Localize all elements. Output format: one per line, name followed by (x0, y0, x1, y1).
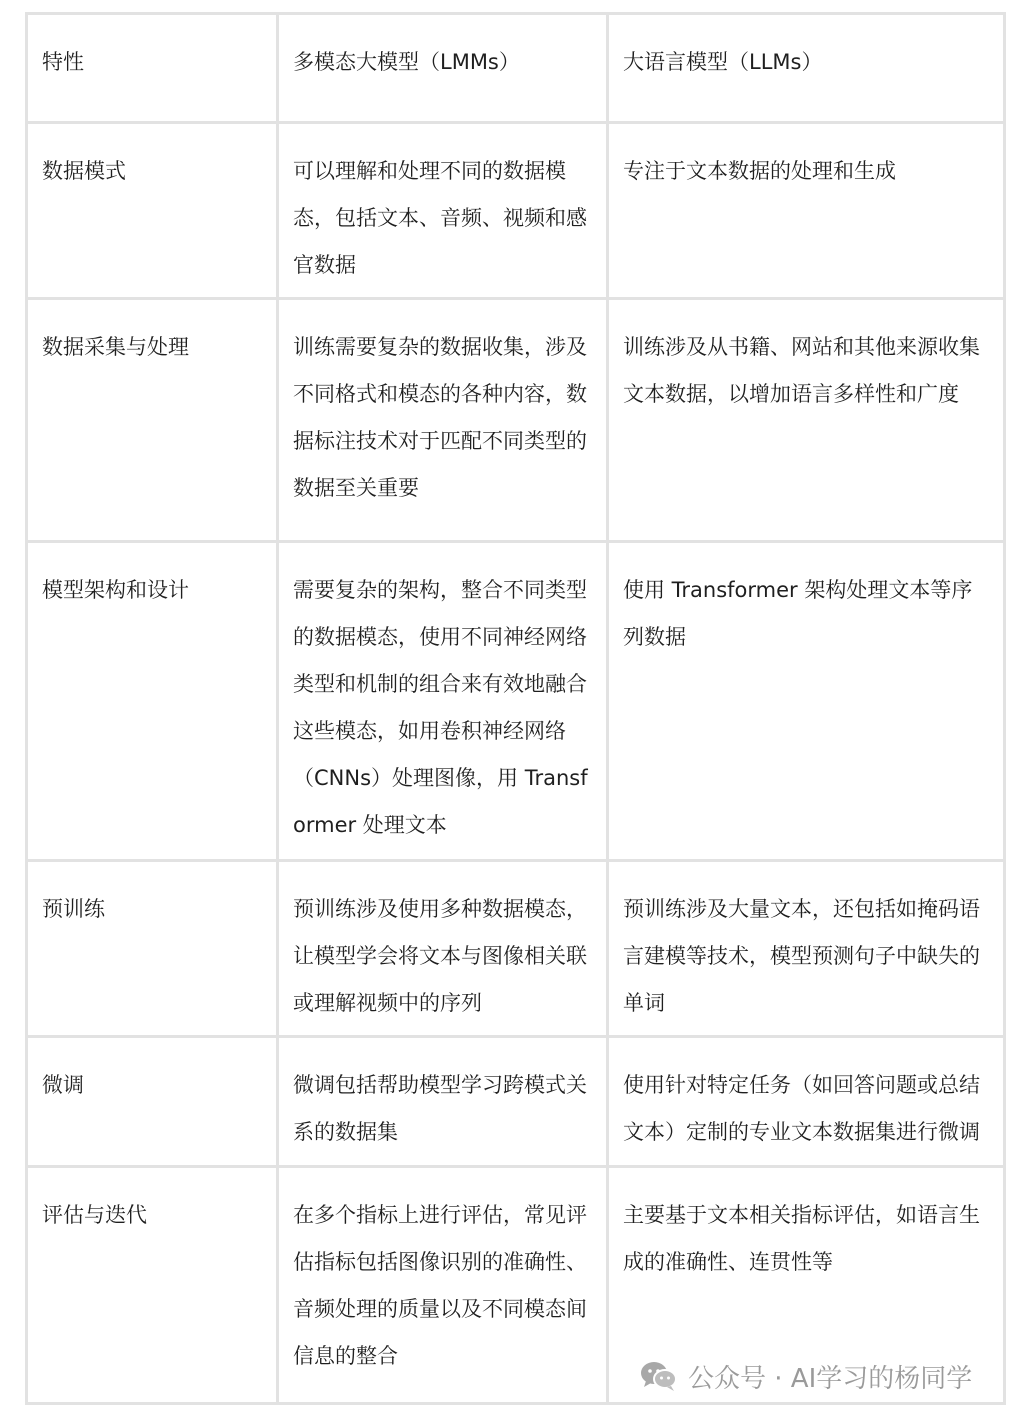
header-feature (27, 14, 278, 123)
table-row (27, 861, 1005, 1037)
header-llm (608, 14, 1005, 123)
table-row (27, 299, 1005, 542)
feature-text: 模型架构和设计 (42, 578, 189, 602)
llm-text: 主要基于文本相关指标评估，如语言生成的准确性、连贯性等 (623, 1203, 980, 1274)
table-row (27, 542, 1005, 861)
llm-text: 使用 Transformer 架构处理文本等序列数据 (623, 578, 973, 649)
llm-text: 预训练涉及大量文本，还包括如掩码语言建模等技术，模型预测句子中缺失的单词 (623, 897, 980, 1015)
lmm-cell (278, 542, 608, 861)
lmm-text: 微调包括帮助模型学习跨模式关系的数据集 (293, 1073, 587, 1144)
llm-text: 使用针对特定任务（如回答问题或总结文本）定制的专业文本数据集进行微调 (623, 1073, 980, 1144)
lmm-cell (278, 299, 608, 542)
header-lmm (278, 14, 608, 123)
lmm-text: 在多个指标上进行评估，常见评估指标包括图像识别的准确性、音频处理的质量以及不同模态间信息的整合 (293, 1203, 587, 1368)
feature-text: 数据采集与处理 (42, 335, 189, 359)
header-lmm-text: 多模态大模型（LMMs） (293, 50, 520, 74)
feature-cell (27, 299, 278, 542)
lmm-cell (278, 1037, 608, 1167)
watermark (640, 1356, 976, 1396)
llm-text: 训练涉及从书籍、网站和其他来源收集文本数据，以增加语言多样性和广度 (623, 335, 980, 406)
lmm-text: 需要复杂的架构，整合不同类型的数据模态，使用不同神经网络类型和机制的组合来有效地融合这些模态，如用卷积神经网络（CNNs）处理图像，用 Transformer 处理文本 (293, 578, 588, 837)
lmm-text: 训练需要复杂的数据收集，涉及不同格式和模态的各种内容，数据标注技术对于匹配不同类型的数据至关重要 (293, 335, 587, 500)
lmm-text: 可以理解和处理不同的数据模态，包括文本、音频、视频和感官数据 (293, 159, 587, 277)
comparison-table (25, 12, 1006, 1405)
feature-cell (27, 1167, 278, 1404)
llm-cell (608, 542, 1005, 861)
header-feature-text: 特性 (42, 50, 84, 74)
feature-text: 数据模式 (42, 159, 126, 183)
llm-cell (608, 1037, 1005, 1167)
llm-text: 专注于文本数据的处理和生成 (623, 159, 896, 183)
lmm-text: 预训练涉及使用多种数据模态，让模型学会将文本与图像相关联或理解视频中的序列 (293, 897, 587, 1015)
feature-text: 微调 (42, 1073, 84, 1097)
wechat-icon (640, 1360, 678, 1392)
table-row (27, 1037, 1005, 1167)
lmm-cell (278, 1167, 608, 1404)
feature-text: 预训练 (42, 897, 105, 921)
feature-cell (27, 1037, 278, 1167)
header-row (27, 14, 1005, 123)
llm-cell (608, 861, 1005, 1037)
lmm-cell (278, 123, 608, 299)
header-llm-text: 大语言模型（LLMs） (623, 50, 823, 74)
table-row (27, 123, 1005, 299)
watermark-text: 公众号 · AI学习的杨同学 (688, 1363, 973, 1394)
feature-cell (27, 123, 278, 299)
lmm-cell (278, 861, 608, 1037)
llm-cell (608, 299, 1005, 542)
llm-cell (608, 123, 1005, 299)
feature-cell (27, 542, 278, 861)
feature-text: 评估与迭代 (42, 1203, 147, 1227)
feature-cell (27, 861, 278, 1037)
